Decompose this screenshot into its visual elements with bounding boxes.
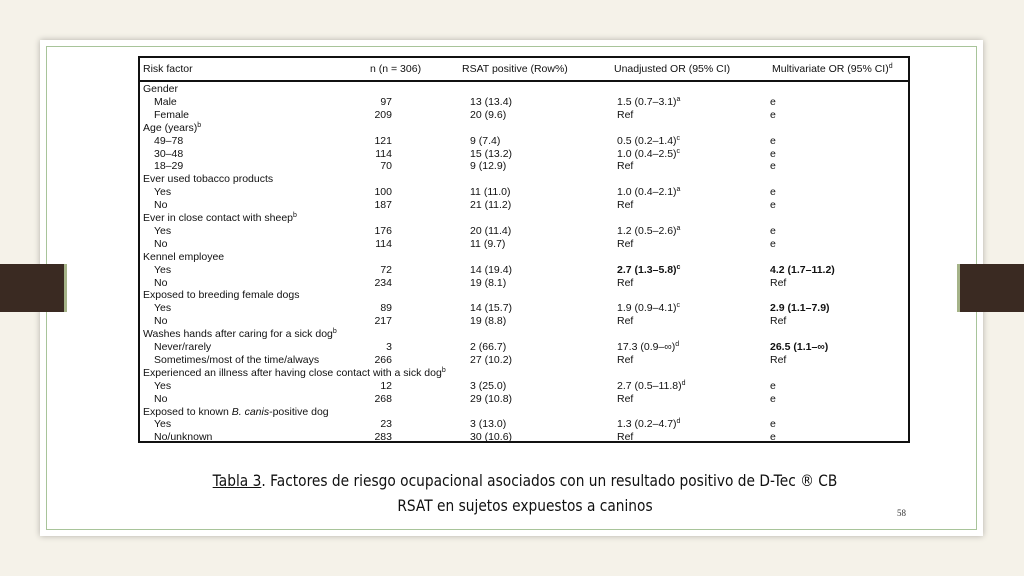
rsat-positive-value: 27 (10.2) [470, 353, 513, 366]
header-multivariate-or: Multivariate OR (95% CI)$^d$ [772, 63, 893, 75]
multivariate-or-value: e [770, 160, 776, 173]
table-group-heading [140, 289, 908, 302]
risk-factor-label: Sometimes/most of the time/always [154, 353, 320, 366]
unadjusted-or-value: Ref [617, 315, 634, 328]
footnote-marker: c [676, 263, 681, 271]
footnote-marker: c [676, 147, 681, 155]
risk-factor-label: Yes [154, 418, 172, 431]
n-value: 100 [374, 186, 392, 199]
table-row [140, 148, 908, 161]
risk-factor-label: Yes [154, 302, 172, 315]
unadjusted-or-value: Ref [617, 431, 634, 444]
rsat-positive-value: 20 (9.6) [470, 108, 507, 121]
multivariate-or-value: 2.9 (1.1–7.9) [770, 302, 830, 315]
rsat-positive-value: 29 (10.8) [470, 392, 513, 405]
n-value: 217 [374, 315, 392, 328]
rsat-positive-value: 19 (8.8) [470, 315, 507, 328]
multivariate-or-value: Ref [770, 353, 787, 366]
unadjusted-or-value: 1.5 $(0.7-3.1)^a$ [617, 95, 681, 108]
table-group-heading [140, 212, 908, 225]
n-value: 266 [374, 353, 392, 366]
multivariate-or-value: e [770, 108, 776, 121]
rsat-positive-value: 9 (12.9) [470, 160, 507, 173]
table-row [140, 302, 908, 315]
unadjusted-or-value: Ref [617, 392, 634, 405]
footnote-marker: b [197, 121, 202, 129]
risk-factor-table [138, 56, 910, 443]
risk-factor-label: Yes [154, 224, 172, 237]
footnote-marker: d [675, 341, 680, 348]
n-value: 176 [374, 224, 392, 237]
table-group-heading [140, 251, 908, 264]
unadjusted-or-value: 1.0 $(0.4-2.5)^c$ [617, 147, 681, 160]
footnote-marker: b [441, 366, 446, 374]
risk-factor-label: Exposed to known B. canis-positive dog [143, 405, 329, 418]
multivariate-or-value: e [770, 379, 776, 392]
table-row [140, 431, 908, 444]
risk-factor-label: No [154, 237, 168, 250]
unadjusted-or-value: 1.9 $(0.9-4.1)^c$ [617, 302, 681, 315]
risk-factor-label: Washes hands after caring for a sick dog$^b$ [143, 328, 337, 341]
risk-factor-label: Never/rarely [154, 341, 212, 353]
rsat-positive-value: 15 (13.2) [470, 147, 513, 160]
risk-factor-label: Gender [143, 83, 179, 95]
table-row [140, 160, 908, 173]
table-row [140, 238, 908, 251]
unadjusted-or-value: 17.3 $(0.9-\infty)^d$ [617, 341, 680, 353]
unadjusted-or-value: 0.5 $(0.2-1.4)^c$ [617, 134, 681, 147]
table-row [140, 109, 908, 122]
left-decorative-tab [0, 264, 67, 312]
risk-factor-label: Ever used tobacco products [143, 173, 274, 186]
risk-factor-label: 30–48 [154, 147, 184, 160]
rsat-positive-value: 11 (11.0) [470, 186, 511, 199]
footnote-marker: c [676, 302, 681, 310]
unadjusted-or-value: Ref [617, 160, 634, 173]
risk-factor-label: Yes [154, 379, 172, 392]
unadjusted-or-value: 2.7 $(1.3-5.8)^c$ [617, 263, 681, 276]
risk-factor-label: No [154, 392, 168, 405]
footnote-marker: d [681, 379, 686, 387]
rsat-positive-value: 30 (10.6) [470, 431, 513, 444]
table-row [140, 315, 908, 328]
footnote-marker: c [676, 134, 681, 142]
n-value: 268 [374, 392, 392, 405]
rsat-positive-value: 21 (11.2) [470, 199, 512, 212]
unadjusted-or-value: Ref [617, 276, 634, 289]
multivariate-or-value: Ref [770, 276, 787, 289]
unadjusted-or-value: 1.2 $(0.5-2.6)^a$ [617, 224, 681, 237]
species-name: B. canis [231, 405, 270, 418]
risk-factor-label: Ever in close contact with sheep$^b$ [143, 212, 297, 224]
table-row [140, 380, 908, 393]
multivariate-or-value: e [770, 418, 776, 431]
risk-factor-label: Experienced an illness after having close contact with a sick dog$^b$ [143, 366, 446, 379]
n-value: 114 [375, 237, 392, 250]
n-value: 3 [386, 341, 392, 353]
caption-text: . Factores de riesgo ocupacional asociados con un resultado positivo de D-Tec ® CB RSAT en sujetos expuestos a caninos [261, 471, 838, 515]
n-value: 89 [380, 302, 392, 315]
risk-factor-label: 18–29 [154, 160, 184, 173]
table-row [140, 264, 908, 277]
table-group-heading [140, 122, 908, 135]
unadjusted-or-value: Ref [617, 353, 634, 366]
multivariate-or-value: e [770, 147, 776, 160]
unadjusted-or-value: Ref [617, 199, 634, 212]
caption-label: Tabla 3 [212, 471, 262, 490]
n-value: 283 [374, 431, 392, 444]
multivariate-or-value: 26.5 (1.1–∞) [770, 341, 829, 353]
page-number: 58 [897, 508, 906, 518]
footnote-marker: b [332, 328, 337, 336]
footnote-marker: d [676, 418, 681, 426]
footnote-marker: a [676, 224, 681, 232]
risk-factor-label: Female [154, 108, 190, 121]
header-risk-factor: Risk factor [143, 63, 193, 75]
n-value: 187 [374, 199, 392, 212]
risk-factor-label: 49–78 [154, 134, 184, 147]
table-row [140, 96, 908, 109]
header-rsat-positive: RSAT positive (Row%) [462, 63, 568, 75]
n-value: 12 [380, 379, 392, 392]
table-row [140, 199, 908, 212]
multivariate-or-value: e [770, 431, 776, 444]
right-decorative-tab [957, 264, 1024, 312]
unadjusted-or-value: 1.0 $(0.4-2.1)^a$ [617, 186, 681, 199]
table-header [140, 58, 908, 82]
multivariate-or-value: e [770, 224, 776, 237]
multivariate-or-value: e [770, 95, 776, 108]
table-row [140, 277, 908, 290]
multivariate-or-value: e [770, 186, 776, 199]
table-row [140, 393, 908, 406]
risk-factor-label: No [154, 199, 168, 212]
unadjusted-or-value: 1.3 $(0.2-4.7)^d$ [617, 418, 681, 431]
unadjusted-or-value: 2.7 $(0.5-11.8)^d$ [617, 379, 686, 392]
table-group-heading [140, 83, 908, 96]
footnote-marker: b [293, 212, 297, 219]
risk-factor-label: No [154, 315, 168, 328]
risk-factor-label: Yes [154, 263, 172, 276]
n-value: 121 [374, 134, 392, 147]
n-value: 23 [380, 418, 392, 431]
table-group-heading [140, 367, 908, 380]
rsat-positive-value: 3 (25.0) [470, 379, 507, 392]
multivariate-or-value: e [770, 199, 776, 212]
risk-factor-label: No/unknown [154, 431, 213, 444]
risk-factor-label: Kennel employee [143, 250, 225, 263]
table-row [140, 225, 908, 238]
multivariate-or-value: Ref [770, 315, 787, 328]
table-group-heading [140, 406, 908, 419]
footnote-marker: a [676, 186, 681, 194]
table-row [140, 135, 908, 148]
risk-factor-label: No [154, 276, 168, 289]
multivariate-or-value: e [770, 237, 776, 250]
risk-factor-label: Age (years)$^b$ [143, 121, 202, 134]
rsat-positive-value: 19 (8.1) [470, 276, 507, 289]
rsat-positive-value: 3 (13.0) [470, 418, 507, 431]
rsat-positive-value: 11 (9.7) [470, 237, 506, 250]
n-value: 70 [380, 160, 392, 173]
risk-factor-label: Yes [154, 186, 172, 199]
table-group-heading [140, 173, 908, 186]
rsat-positive-value: 20 (11.4) [470, 224, 512, 237]
rsat-positive-value: 14 (15.7) [470, 302, 513, 315]
n-value: 114 [375, 147, 392, 160]
unadjusted-or-value: Ref [617, 237, 634, 250]
table-row [140, 186, 908, 199]
table-group-heading [140, 328, 908, 341]
rsat-positive-value: 9 (7.4) [470, 134, 501, 147]
n-value: 97 [380, 95, 392, 108]
n-value: 234 [374, 276, 392, 289]
unadjusted-or-value: Ref [617, 108, 634, 121]
rsat-positive-value: 14 (19.4) [470, 263, 513, 276]
multivariate-or-value: e [770, 392, 776, 405]
table-row [140, 341, 908, 354]
header-unadjusted-or: Unadjusted OR (95% CI) [614, 63, 731, 75]
table-row [140, 354, 908, 367]
multivariate-or-value: e [770, 134, 776, 147]
rsat-positive-value: 2 (66.7) [470, 341, 507, 353]
table-row [140, 418, 908, 431]
n-value: 209 [374, 108, 392, 121]
risk-factor-label: Male [154, 95, 177, 108]
rsat-positive-value: 13 (13.4) [470, 95, 513, 108]
n-value: 72 [380, 263, 392, 276]
footnote-marker: a [676, 95, 681, 103]
multivariate-or-value: 4.2 (1.7–11.2) [770, 263, 835, 276]
table-caption [211, 468, 839, 518]
risk-factor-label: Exposed to breeding female dogs [143, 289, 300, 302]
header-n: n (n = 306) [370, 63, 422, 75]
